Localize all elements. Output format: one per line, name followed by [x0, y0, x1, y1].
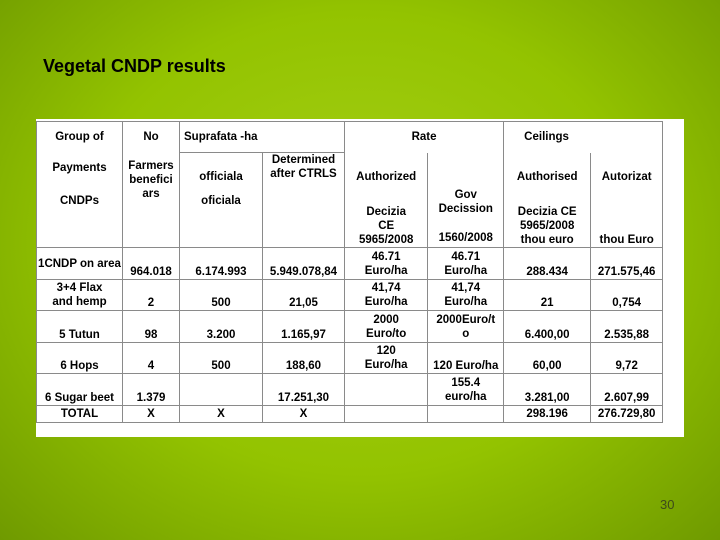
header-decizia-ce: Decizia CE 5965/2008	[345, 184, 428, 248]
header-no: No	[123, 122, 180, 153]
results-table-panel	[36, 119, 684, 437]
cell-determined: 1.165,97	[263, 311, 345, 343]
header-hg-1560: 1560/2008	[438, 231, 493, 244]
header-payments: Payments	[37, 153, 123, 184]
cell-rate-authorized: 41,74 Euro/ha	[345, 280, 428, 311]
cell-ceiling-authorised: 288.434	[504, 248, 591, 280]
table-row	[37, 280, 663, 311]
table-row	[37, 311, 663, 343]
header-determined-cont	[263, 184, 345, 248]
cell-determined: 5.949.078,84	[263, 248, 345, 280]
cell-suprafata: 500	[180, 280, 263, 311]
cell-ceiling-autorizat: 2.535,88	[591, 311, 663, 343]
cell-ceiling-autorizat: 276.729,80	[591, 406, 663, 423]
header-thou-euro: thou Euro	[591, 184, 663, 248]
cell-ceiling-autorizat: 271.575,46	[591, 248, 663, 280]
cell-rate-authorized: 46.71 Euro/ha	[345, 248, 428, 280]
cell-ceiling-authorised: 298.196	[504, 406, 591, 423]
cell-group: 5 Tutun	[37, 311, 123, 343]
cell-group: 1CNDP on area	[37, 248, 123, 280]
header-oficiala: oficiala	[180, 184, 263, 248]
header-group-of: Group of	[37, 122, 123, 153]
header-authorized: Authorized	[345, 153, 428, 184]
cell-rate-gov	[428, 406, 504, 423]
cell-suprafata: X	[180, 406, 263, 423]
cell-suprafata	[180, 374, 263, 406]
cell-ceiling-autorizat: 2.607,99	[591, 374, 663, 406]
cell-ceiling-autorizat: 9,72	[591, 343, 663, 374]
cell-rate-gov: 41,74 Euro/ha	[428, 280, 504, 311]
header-farmers-beneficiars: Farmers benefici ars	[123, 153, 180, 248]
header-cndps: CNDPs	[37, 184, 123, 248]
cell-determined: X	[263, 406, 345, 423]
cell-no: 964.018	[123, 248, 180, 280]
cell-no: 98	[123, 311, 180, 343]
cell-no: 1.379	[123, 374, 180, 406]
cell-suprafata: 6.174.993	[180, 248, 263, 280]
table-row	[37, 374, 663, 406]
cell-group: 6 Sugar beet	[37, 374, 123, 406]
header-gov-decission	[428, 184, 504, 248]
header-empty-gov	[428, 153, 504, 184]
cell-ceiling-authorised: 60,00	[504, 343, 591, 374]
cell-ceiling-authorised: 6.400,00	[504, 311, 591, 343]
cell-no: 4	[123, 343, 180, 374]
cell-rate-authorized	[345, 406, 428, 423]
header-gov-decission-label: Gov Decission	[438, 188, 493, 215]
cell-determined: 188,60	[263, 343, 345, 374]
cell-ceiling-authorised: 3.281,00	[504, 374, 591, 406]
table-row	[37, 248, 663, 280]
cell-ceiling-authorised: 21	[504, 280, 591, 311]
header-suprafata: Suprafata -ha	[180, 122, 345, 153]
cell-rate-gov: 120 Euro/ha	[428, 343, 504, 374]
table-row-total	[37, 406, 663, 423]
table-row	[37, 343, 663, 374]
cell-determined: 21,05	[263, 280, 345, 311]
cell-rate-gov: 155.4 euro/ha	[428, 374, 504, 406]
cell-group: 3+4 Flax and hemp	[37, 280, 123, 311]
cell-determined: 17.251,30	[263, 374, 345, 406]
cell-rate-authorized: 120 Euro/ha	[345, 343, 428, 374]
header-rate: Rate	[345, 122, 504, 153]
cell-suprafata: 3.200	[180, 311, 263, 343]
cell-no: X	[123, 406, 180, 423]
cell-rate-authorized	[345, 374, 428, 406]
cndp-results-table	[36, 121, 663, 423]
cell-rate-authorized: 2000 Euro/to	[345, 311, 428, 343]
header-decizia-ce-thou: Decizia CE 5965/2008 thou euro	[504, 184, 591, 248]
cell-group: 6 Hops	[37, 343, 123, 374]
page-number: 30	[660, 497, 675, 512]
header-ceilings: Ceilings	[504, 122, 663, 153]
cell-suprafata: 500	[180, 343, 263, 374]
slide-title: Vegetal CNDP results	[43, 56, 226, 76]
cell-group: TOTAL	[37, 406, 123, 423]
cell-ceiling-autorizat: 0,754	[591, 280, 663, 311]
cell-no: 2	[123, 280, 180, 311]
header-autorizat: Autorizat	[591, 153, 663, 184]
header-officiala: officiala	[180, 153, 263, 184]
cell-rate-gov: 2000Euro/t o	[428, 311, 504, 343]
header-determined: Determined after CTRLS	[263, 153, 345, 184]
header-authorised: Authorised	[504, 153, 591, 184]
cell-rate-gov: 46.71 Euro/ha	[428, 248, 504, 280]
